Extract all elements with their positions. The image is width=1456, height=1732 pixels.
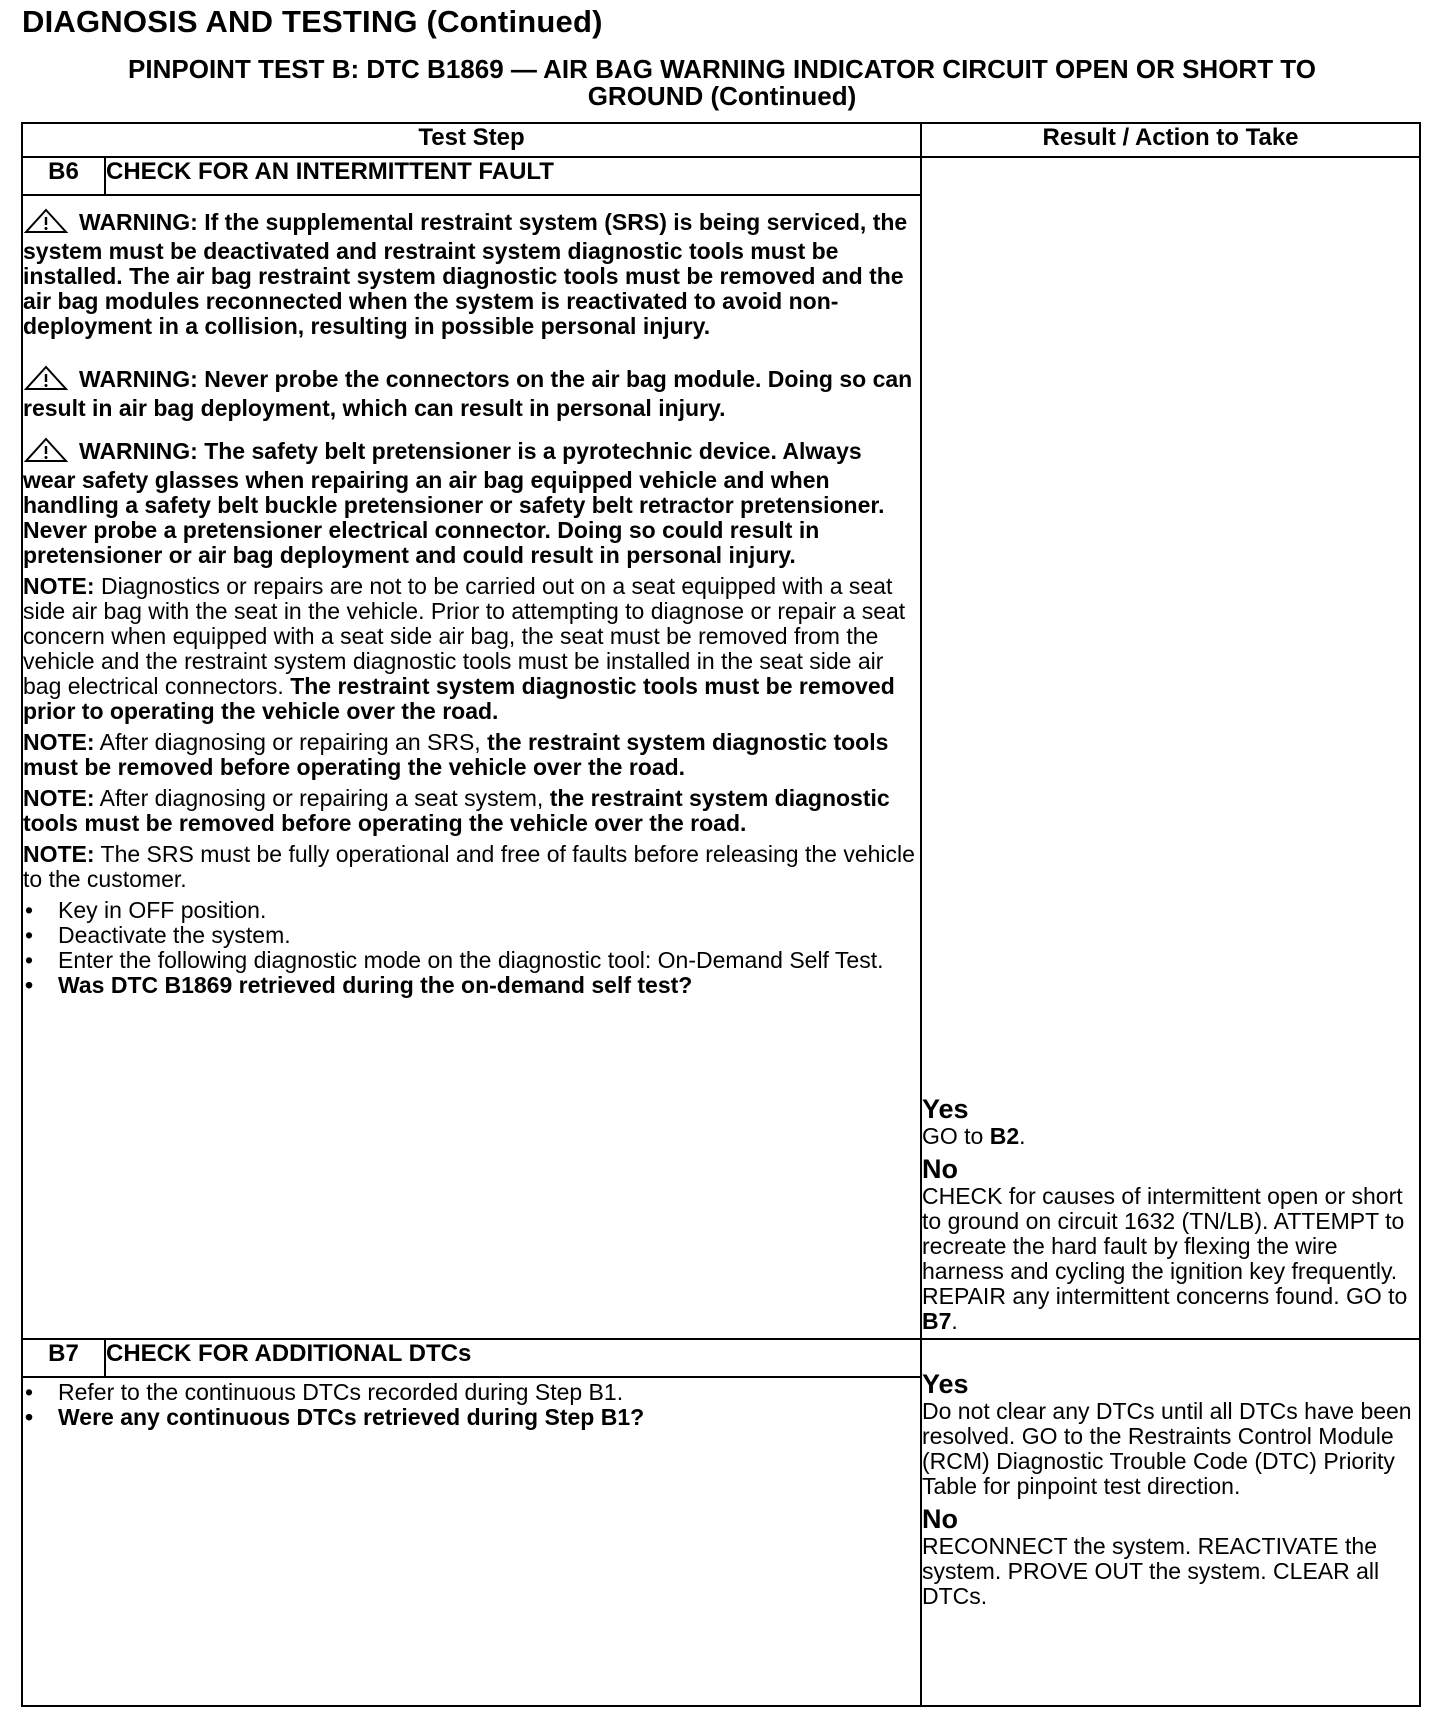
step-b7-title-row (22, 1339, 1420, 1377)
pinpoint-test-title (22, 56, 1422, 110)
step-b6-title-row (22, 157, 1420, 195)
warning-1: WARNING: If the supplemental restraint system (SRS) is being serviced, the system must be deactivated and restraint system diagnostic tools must be installed. The air bag restraint system diagnostic tools must be removed and the air bag modules reconnected when the system is reactivated to avoid non-deployment in a collision, resulting in possible personal injury. (23, 209, 908, 339)
warning-2: WARNING: Never probe the connectors on the air bag module. Doing so can result in air bag deployment, which can result in personal injury. (23, 366, 913, 421)
table-header-row (22, 123, 1420, 157)
step-b7-actions (23, 1380, 920, 1430)
step-question: • Were any continuous DTCs retrieved during Step B1? (23, 1405, 920, 1430)
result-no-text: RECONNECT the system. REACTIVATE the system. PROVE OUT the system. CLEAR all DTCs. (922, 1533, 1380, 1609)
step-b6-body (22, 195, 921, 1339)
warning-triangle-icon (23, 208, 69, 239)
header-result-action: Result / Action to Take (921, 123, 1420, 157)
note-3: NOTE: After diagnosing or repairing a seat system, the restraint system diagnostic tools must be removed before operating the vehicle over the road. (23, 785, 890, 836)
result-yes-label: Yes (922, 1094, 969, 1124)
step-b6-result (921, 157, 1420, 1339)
step-reference-b7[interactable]: B7 (922, 1308, 952, 1334)
result-yes-text: Do not clear any DTCs until all DTCs have been resolved. GO to the Restraints Control Module (RCM) Diagnostic Trouble Code (DTC) Priority Table for pinpoint test direction. (922, 1398, 1412, 1499)
result-no-text: CHECK for causes of intermittent open or short to ground on circuit 1632 (TN/LB). ATTEMPT to recreate the hard fault by flexing the wire harness and cycling the ignition key frequently. REPAIR any intermittent concerns found. GO to B7. (922, 1183, 1408, 1334)
subtitle-line-1: PINPOINT TEST B: DTC B1869 — AIR BAG WARNING INDICATOR CIRCUIT OPEN OR SHORT TO (128, 54, 1316, 84)
step-title: CHECK FOR ADDITIONAL DTCs (105, 1339, 921, 1377)
pinpoint-test-table (21, 122, 1421, 1707)
warning-triangle-icon (23, 365, 69, 396)
list-item: • Enter the following diagnostic mode on the diagnostic tool: On-Demand Self Test. (23, 948, 920, 973)
result-no-label: No (922, 1504, 958, 1534)
note-4: NOTE: The SRS must be fully operational and free of faults before releasing the vehicle to the customer. (23, 841, 915, 892)
step-title: CHECK FOR AN INTERMITTENT FAULT (105, 157, 921, 195)
subtitle-line-2: GROUND (Continued) (587, 81, 857, 111)
note-1: NOTE: Diagnostics or repairs are not to be carried out on a seat equipped with a seat side air bag with the seat in the vehicle. Prior to attempting to diagnose or repair a seat concern when equipped with a seat side air bag, the seat must be removed from the vehicle and the restraint system diagnostic tools must be installed in the seat side air bag electrical connectors. The restraint system diagnostic tools must be removed prior to operating the vehicle over the road. (23, 573, 906, 724)
list-item: • Refer to the continuous DTCs recorded during Step B1. (23, 1380, 920, 1405)
result-yes-label: Yes (922, 1369, 969, 1399)
warning-triangle-icon (23, 437, 69, 468)
page-title: DIAGNOSIS AND TESTING (Continued) (22, 4, 603, 39)
step-question: • Was DTC B1869 retrieved during the on-demand self test? (23, 973, 920, 998)
list-item: • Key in OFF position. (23, 898, 920, 923)
step-b7-body (22, 1377, 921, 1706)
list-item: • Deactivate the system. (23, 923, 920, 948)
step-b6-actions (23, 898, 920, 998)
result-no-label: No (922, 1154, 958, 1184)
step-b7-result (921, 1339, 1420, 1706)
step-reference-b2[interactable]: B2 (989, 1123, 1020, 1149)
header-test-step: Test Step (22, 123, 921, 157)
warning-3: WARNING: The safety belt pretensioner is a pyrotechnic device. Always wear safety glasses when repairing an air bag equipped vehicle and when handling a safety belt buckle pretensioner or safety belt retractor pretensioner. Never probe a pretensioner electrical connector. Doing so could result in pretensioner or air bag deployment and could result in personal injury. (23, 438, 885, 568)
result-yes-text: GO to B2. (922, 1123, 1026, 1149)
note-2: NOTE: After diagnosing or repairing an SRS, the restraint system diagnostic tools must be removed before operating the vehicle over the road. (23, 729, 889, 780)
step-id: B6 (22, 157, 105, 195)
step-id: B7 (22, 1339, 105, 1377)
